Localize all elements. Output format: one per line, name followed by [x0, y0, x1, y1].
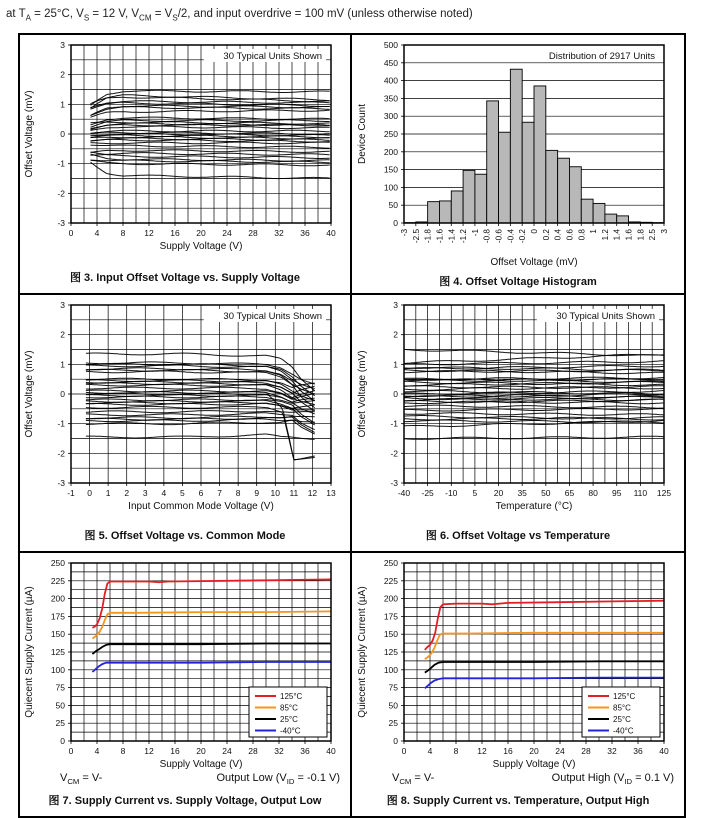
x-tick-label: 5 [180, 488, 185, 498]
x-tick-label: 4 [427, 746, 433, 756]
chart-annotation: 30 Typical Units Shown [223, 51, 322, 62]
y-tick-label: 350 [383, 93, 398, 104]
histogram-bar [487, 101, 499, 223]
chart-annotation: 30 Typical Units Shown [556, 311, 655, 322]
x-tick-label: -0.4 [506, 229, 516, 244]
x-tick-label: 28 [248, 228, 258, 238]
x-tick-label: 20 [529, 746, 539, 756]
x-tick-label: 8 [120, 228, 126, 238]
y-tick-label: 175 [50, 611, 65, 622]
legend-label: 125°C [280, 692, 303, 701]
y-axis-title: Offset Voltage (mV) [24, 90, 35, 178]
y-tick-label: 25 [55, 718, 65, 729]
unit-trace [91, 153, 330, 156]
histogram-bar [510, 69, 522, 223]
legend-label: -40°C [280, 726, 301, 736]
x-tick-label: 0 [68, 746, 74, 756]
unit-trace [91, 142, 330, 144]
x-tick-label: 24 [555, 746, 565, 756]
legend-label: 25°C [613, 715, 631, 724]
x-tick-label: 0.2 [541, 229, 551, 241]
x-tick-label: -1 [470, 229, 480, 237]
typical-characteristics-grid [18, 33, 686, 818]
x-tick-label: 24 [222, 228, 232, 238]
histogram-bar [439, 201, 451, 223]
unit-trace [86, 420, 315, 434]
x-tick-label: 32 [274, 228, 284, 238]
figure-7-conditions [20, 772, 350, 786]
y-tick-label: 400 [383, 75, 398, 86]
x-tick-label: -1 [67, 488, 75, 498]
x-tick-label: 20 [493, 488, 504, 498]
y-tick-label: 1 [393, 359, 398, 370]
x-tick-label: 40 [326, 746, 336, 756]
x-tick-label: 3 [660, 229, 669, 234]
y-tick-label: 125 [50, 647, 65, 657]
x-tick-label: 16 [170, 746, 180, 756]
y-tick-label: 75 [388, 682, 398, 693]
series-trace-125°C [92, 579, 331, 627]
y-tick-label: 0 [393, 218, 398, 228]
series-trace-25°C [92, 644, 331, 655]
y-axis-title: Quiecent Supply Current (µA) [24, 586, 35, 718]
output-low-condition-text: Output Low ($V_{ID} = -0.1$ V) [216, 772, 340, 787]
vcm-condition-text: $V_{CM} = V-$ [60, 772, 103, 787]
figure-6-panel [352, 295, 684, 553]
x-axis-title: Temperature (°C) [495, 501, 573, 511]
x-tick-label: 2 [124, 488, 130, 498]
y-tick-label: 2 [393, 329, 398, 340]
x-tick-label: 11 [289, 488, 299, 498]
histogram-bar [428, 202, 440, 223]
y-tick-label: 225 [383, 575, 398, 586]
x-tick-label: 40 [659, 746, 669, 756]
histogram-bar [558, 158, 570, 223]
unit-trace [91, 160, 330, 163]
legend-label: 85°C [613, 703, 631, 713]
legend-label: -40°C [613, 726, 634, 736]
y-tick-label: -3 [57, 478, 65, 488]
x-axis-title: Supply Voltage (V) [159, 759, 243, 769]
y-tick-label: 200 [50, 593, 65, 604]
x-axis-title: Supply Voltage (V) [492, 759, 576, 769]
histogram-bar [593, 203, 605, 223]
y-tick-label: -3 [57, 218, 65, 228]
x-tick-label: -1.4 [447, 229, 457, 244]
y-tick-label: -1 [390, 418, 398, 429]
histogram-bar [463, 170, 475, 223]
y-tick-label: 50 [388, 700, 398, 711]
x-tick-label: 125 [656, 488, 672, 498]
x-tick-label: 0 [87, 488, 92, 498]
x-tick-label: -25 [421, 488, 434, 498]
x-axis-title: Input Common Mode Voltage (V) [128, 501, 274, 511]
x-tick-label: 36 [633, 746, 643, 756]
y-tick-label: 150 [383, 164, 398, 175]
x-tick-label: 28 [248, 746, 258, 756]
x-tick-label: 4 [94, 228, 100, 238]
x-tick-label: 1.6 [624, 229, 634, 241]
unit-trace [86, 411, 315, 413]
y-axis-title: Quiecent Supply Current (µA) [357, 586, 368, 718]
x-tick-label: -3 [400, 229, 409, 237]
chart-offset-voltage-vs-common-mode [20, 299, 351, 511]
unit-trace [86, 417, 315, 432]
x-tick-label: -40 [397, 488, 411, 498]
y-tick-label: 1 [60, 99, 65, 110]
series-trace--40°C [92, 662, 331, 672]
y-tick-label: 250 [383, 129, 398, 139]
y-tick-label: 0 [60, 389, 65, 399]
y-tick-label: 100 [50, 664, 65, 675]
x-tick-label: 16 [503, 746, 513, 756]
y-tick-label: -1 [57, 418, 65, 429]
x-tick-label: 110 [633, 488, 648, 498]
figure-4-caption: 图 4. Offset Voltage Histogram [439, 276, 597, 288]
x-tick-label: 8 [120, 746, 126, 756]
figure-4-panel [352, 35, 684, 295]
legend-label: 25°C [280, 715, 298, 724]
x-tick-label: 6 [198, 488, 204, 498]
histogram-bar [617, 216, 629, 223]
series-trace-25°C [425, 661, 664, 672]
y-tick-label: 1 [60, 359, 65, 370]
y-tick-label: 450 [383, 57, 398, 68]
y-tick-label: 500 [383, 40, 398, 50]
chart-input-offset-vs-supply-voltage [20, 39, 351, 251]
y-tick-label: 125 [383, 647, 398, 657]
y-tick-label: -3 [390, 478, 398, 488]
chart-annotation: Distribution of 2917 Units [548, 51, 655, 62]
y-tick-label: 2 [60, 329, 65, 340]
chart-supply-current-output-low [20, 557, 351, 769]
histogram-bar [475, 174, 487, 223]
figure-7-panel [20, 553, 352, 816]
x-axis-title: Supply Voltage (V) [159, 241, 243, 251]
y-tick-label: 3 [60, 300, 65, 310]
y-tick-label: 100 [383, 664, 398, 675]
figure-6-caption: 图 6. Offset Voltage vs Temperature [425, 530, 611, 542]
x-tick-label: 12 [477, 746, 487, 756]
y-tick-label: 200 [383, 593, 398, 604]
y-tick-label: -2 [57, 188, 65, 199]
test-conditions-text: at $T_A = 25^\circ C$, $V_S = 12$ V, $V_{CM} = V_S/2$, and input overdrive = 100 mV (unless otherwise noted) [6, 8, 473, 23]
output-high-condition-text: Output High ($V_{ID} = 0.1$ V) [551, 772, 674, 787]
x-tick-label: 1.8 [636, 229, 646, 241]
chart-supply-current-output-high [352, 557, 684, 769]
figure-7-caption: 图 7. Supply Current vs. Supply Voltage, Output Low [48, 795, 322, 807]
y-tick-label: -2 [57, 448, 65, 459]
x-tick-label: 0.6 [565, 229, 575, 241]
chart-annotation: 30 Typical Units Shown [223, 311, 322, 322]
x-tick-label: 1.4 [612, 229, 622, 241]
y-tick-label: 0 [393, 736, 398, 746]
x-tick-label: -10 [445, 488, 458, 498]
y-tick-label: 25 [388, 718, 398, 729]
x-tick-label: 3 [142, 488, 148, 498]
x-tick-label: 36 [300, 746, 310, 756]
y-tick-label: 225 [50, 575, 65, 586]
x-tick-label: 20 [196, 746, 206, 756]
chart-offset-voltage-vs-temperature [352, 299, 684, 511]
x-tick-label: 1 [105, 488, 111, 498]
histogram-bar [581, 199, 593, 223]
series-trace-85°C [425, 633, 664, 659]
x-tick-label: 40 [326, 228, 336, 238]
unit-trace [91, 150, 330, 153]
x-tick-label: 8 [453, 746, 459, 756]
x-tick-label: 65 [564, 488, 575, 498]
histogram-bar [451, 191, 463, 223]
x-tick-label: 1.2 [600, 229, 610, 241]
y-tick-label: 2 [60, 69, 65, 80]
histogram-bar [522, 122, 534, 223]
x-tick-label: 32 [607, 746, 617, 756]
x-tick-label: 0 [68, 228, 74, 238]
y-axis-title: Device Count [357, 103, 368, 165]
figure-8-caption: 图 8. Supply Current vs. Temperature, Output High [386, 795, 650, 807]
histogram-bar [569, 167, 581, 223]
x-tick-label: 50 [541, 488, 551, 498]
histogram-bar [605, 214, 617, 223]
figure-8-panel [352, 553, 684, 816]
x-tick-label: 0 [401, 746, 407, 756]
x-tick-label: 16 [170, 228, 180, 238]
unit-trace [91, 110, 330, 117]
x-tick-label: 0.8 [577, 229, 587, 241]
x-tick-label: 4 [161, 488, 167, 498]
y-tick-label: 250 [383, 558, 398, 568]
y-axis-title: Offset Voltage (mV) [357, 350, 368, 438]
x-tick-label: 28 [581, 746, 591, 756]
y-tick-label: 150 [383, 629, 398, 640]
unit-trace [86, 353, 315, 391]
y-tick-label: 0 [60, 129, 65, 139]
x-tick-label: 80 [588, 488, 598, 498]
histogram-bar [546, 150, 558, 223]
x-tick-label: 36 [300, 228, 310, 238]
y-tick-label: 3 [393, 300, 398, 310]
y-tick-label: -2 [390, 448, 398, 459]
x-tick-label: 20 [196, 228, 206, 238]
x-tick-label: 95 [611, 488, 622, 498]
figure-5-caption: 图 5. Offset Voltage vs. Common Mode [84, 530, 286, 542]
x-tick-label: 2.5 [648, 229, 658, 241]
histogram-bar [499, 132, 511, 223]
x-tick-label: 13 [326, 488, 336, 498]
y-tick-label: 50 [55, 700, 65, 711]
y-tick-label: 150 [50, 629, 65, 640]
x-tick-label: 1 [589, 229, 599, 234]
figure-3-panel [20, 35, 352, 295]
y-tick-label: 0 [393, 389, 398, 399]
x-tick-label: 12 [144, 228, 154, 238]
figure-8-conditions [352, 772, 684, 786]
x-tick-label: 12 [307, 488, 318, 498]
y-tick-label: 0 [60, 736, 65, 746]
x-tick-label: -0.8 [482, 229, 492, 244]
x-tick-label: 0.4 [553, 229, 563, 241]
y-tick-label: 250 [50, 558, 65, 568]
y-tick-label: 100 [383, 182, 398, 193]
x-tick-label: 9 [254, 488, 260, 498]
y-tick-label: 50 [388, 200, 398, 211]
chart-offset-voltage-histogram [352, 39, 684, 271]
x-tick-label: 35 [517, 488, 527, 498]
unit-trace [91, 139, 330, 142]
x-tick-label: -1.2 [459, 229, 469, 244]
y-axis-title: Offset Voltage (mV) [24, 350, 35, 438]
x-tick-label: 4 [94, 746, 100, 756]
y-tick-label: 300 [383, 111, 398, 122]
y-tick-label: 3 [60, 40, 65, 50]
x-tick-label: -0.6 [494, 229, 504, 244]
vcm-condition-text: $V_{CM} = V-$ [392, 772, 435, 787]
x-tick-label: 24 [222, 746, 232, 756]
y-tick-label: 75 [55, 682, 65, 693]
y-tick-label: 175 [383, 611, 398, 622]
legend-label: 85°C [280, 703, 298, 713]
x-tick-label: 32 [274, 746, 284, 756]
x-tick-label: 8 [235, 488, 241, 498]
x-tick-label: -1.6 [435, 229, 445, 244]
legend-label: 125°C [613, 692, 636, 701]
x-tick-label: 5 [472, 488, 478, 498]
x-tick-label: 10 [270, 488, 281, 498]
y-tick-label: -1 [57, 158, 65, 169]
y-tick-label: 200 [383, 146, 398, 157]
unit-trace [91, 145, 330, 148]
x-axis-title: Offset Voltage (mV) [490, 257, 578, 268]
histogram-bar [534, 86, 546, 223]
figure-5-panel [20, 295, 352, 553]
x-tick-label: 7 [217, 488, 222, 498]
x-tick-label: 0 [530, 229, 539, 234]
x-tick-label: 12 [144, 746, 154, 756]
figure-3-caption: 图 3. Input Offset Voltage vs. Supply Voltage [69, 272, 300, 284]
x-tick-label: -2.5 [411, 229, 421, 244]
x-tick-label: -1.8 [423, 229, 433, 244]
x-tick-label: -0.2 [518, 229, 528, 244]
